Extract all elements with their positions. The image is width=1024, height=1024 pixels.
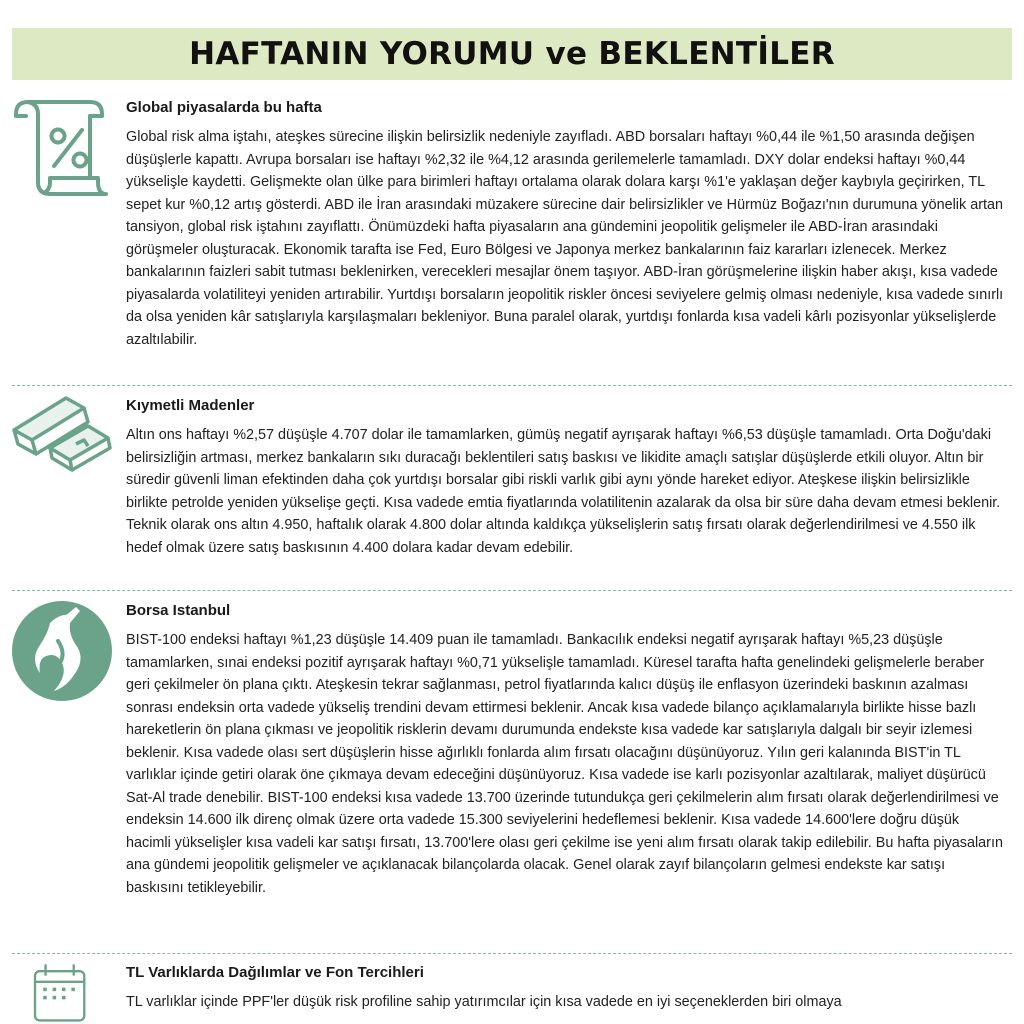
section-heading: Borsa Istanbul — [126, 602, 231, 619]
section-heading: Global piyasalarda bu hafta — [126, 99, 322, 116]
section-body: Global risk alma iştahı, ateşkes sürecine ilişkin belirsizlik nedeniyle zayıfladı. ABD borsaları haftayı %0,44 ile %1,50 arasında değişen düşüşlerle kapattı. Avrupa borsaları ise haftayı %2,32 ile %4,12 arasında gerilemelerle tamamladı. DXY dolar endeksi haftayı %0,44 yükselişle kaydetti. Gelişmekte olan ülke para birimleri haftayı ortalama olarak dolara karşı %1'e yaklaşan değer kaybıyla geçirirken, TL sepet kur %0,12 artış gösterdi. ABD ile İran arasındaki müzakere sürecine dair belirsizlikler ve Hürmüz Boğazı'nın durumuna yönelik artan tansiyon, global risk iştahını zayıflattı. Önümüzdeki hafta piyasaların ana gündemini jeopolitik gelişmeler ile ABD-İran arasındaki görüşmeler oluşturacak. Ekonomik tarafta ise Fed, Euro Bölgesi ve Japonya merkez bankalarının faiz kararları izlenecek. Merkez bankalarının faizleri sabit tutması beklenirken, verecekleri mesajlar önem taşıyor. ABD-İran görüşmelerine ilişkin haber akışı, kısa vadede piyasalarda volatiliteyi yeniden artırabilir. Yurtdışı borsaların jeopolitik riskler öncesi seviyelere gelmiş olması nedeniyle, kısa vadede sınırlı da olsa yeniden kâr satışlarıyla karşılaşmaları bekleniyor. Buna paralel olarak, yurtdışı fonlarda kısa vadeli kârlı pozisyonlar yükselişlerde azaltılabilir. — [126, 129, 1004, 348]
gold-bars-icon — [10, 390, 114, 476]
borsa-istanbul-logo-icon — [10, 601, 114, 705]
section-body: Altın ons haftayı %2,57 düşüşle 4.707 dolar ile tamamlarken, gümüş negatif ayrışarak haftayı %6,53 düşüşle tamamladı. Orta Doğu'daki belirsizliğin artması, merkez bankaların sıkı duracağı beklentileri satış baskısı ve likidite amaçlı satışlar düşüşlerde etkili oluyor. Altın bir süredir güvenli liman efektinden daha çok yurtdışı borsalar gibi riskli varlık gibi aynı yönde hareket ediyor. Ateşkese ilişkin belirsizlikle birlikte petrolde yeniden yükselişe geçti. Kısa vadede emtia fiyatlarında volatilitenin azalarak da olsa bir süre daha devam etmesi beklenir. Teknik olarak ons altın 4.950, haftalık olarak 4.800 dolar altında kaldıkça yükselişlerin satış fırsatı olarak değerlendirilmesi ve 4.550 ilk hedef olmak üzere satış baskısının 4.400 dolara kadar devam edebilir. — [126, 427, 1001, 556]
section-divider — [12, 385, 1012, 386]
section-divider — [12, 953, 1012, 954]
section-body: BIST-100 endeksi haftayı %1,23 düşüşle 14.409 puan ile tamamladı. Bankacılık endeksi negatif ayrışarak haftayı %5,23 düşüşle tamamlarken, sınai endeksi pozitif ayrışarak haftayı %0,71 yükselişle tamamladı. Küresel tarafta hafta genelindeki gelişmelerle beraber geri çekilmeler ön plana çıktı. Ateşkesin tekrar sağlanması, petrol fiyatlarında kalıcı düşüş ile enflasyon üzerindeki baskının azalması sonrası endeksin orta vadede yükseliş trendini devam ettirmesi beklenir. Ancak kısa vadede bilanço açıklamalarıyla birlikte hisse bazlı hareketlerin ön plana çıkması ve jeopolitik risklerin devamı durumunda endekste kısa vadede kar satışlarıyla dalgalı bir seyir izlemesi beklenir. Kısa vadede olası sert düşüşlerin hisse ağırlıklı fonlarda alım fırsatı olacağını düşünüyoruz. Yılın geri kalanında BIST'in TL varlıklar içinde getiri olarak öne çıkmaya devam edeceğini düşünüyoruz. Kısa vadede ise karlı pozisyonlar azaltılarak, maliyet düşürücü Sat-Al trade denebilir. BIST-100 endeksi kısa vadede 13.700 üzerinde tutundukça geri çekilmelerin alım fırsatı olarak değerlendirilmesi ve endeksin 14.600 ilk direnç olmak üzere orta vadede 15.300 seviyelerini hedeflemesi beklenir. Kısa vadede 14.600'lere doğru düşük hacimli yükselişler kısa vadeli kar satışı fırsatı, 13.700'lere olası geri çekilme ise yeni alım fırsatı olarak takip edilebilir. Bu hafta piyasaların ana gündemi jeopolitik gelişmeler ve açıklanacak bilançolarda olacak. Genel olarak zayıf bilançoların gelmesi endekste kar satışı baskısını tetikleyebilir. — [126, 632, 1003, 896]
calendar-icon — [10, 963, 114, 1024]
section-divider — [12, 590, 1012, 591]
percent-scroll-icon — [10, 98, 114, 202]
section-heading: Kıymetli Madenler — [126, 397, 255, 414]
page-title: HAFTANIN YORUMU ve BEKLENTİLER — [189, 36, 835, 72]
title-banner — [12, 28, 1012, 80]
section-heading: TL Varlıklarda Dağılımlar ve Fon Tercihleri — [126, 964, 424, 981]
section-body: TL varlıklar içinde PPF'ler düşük risk profiline sahip yatırımcılar için kısa vadede en iyi seçeneklerden biri olmaya — [126, 994, 842, 1010]
